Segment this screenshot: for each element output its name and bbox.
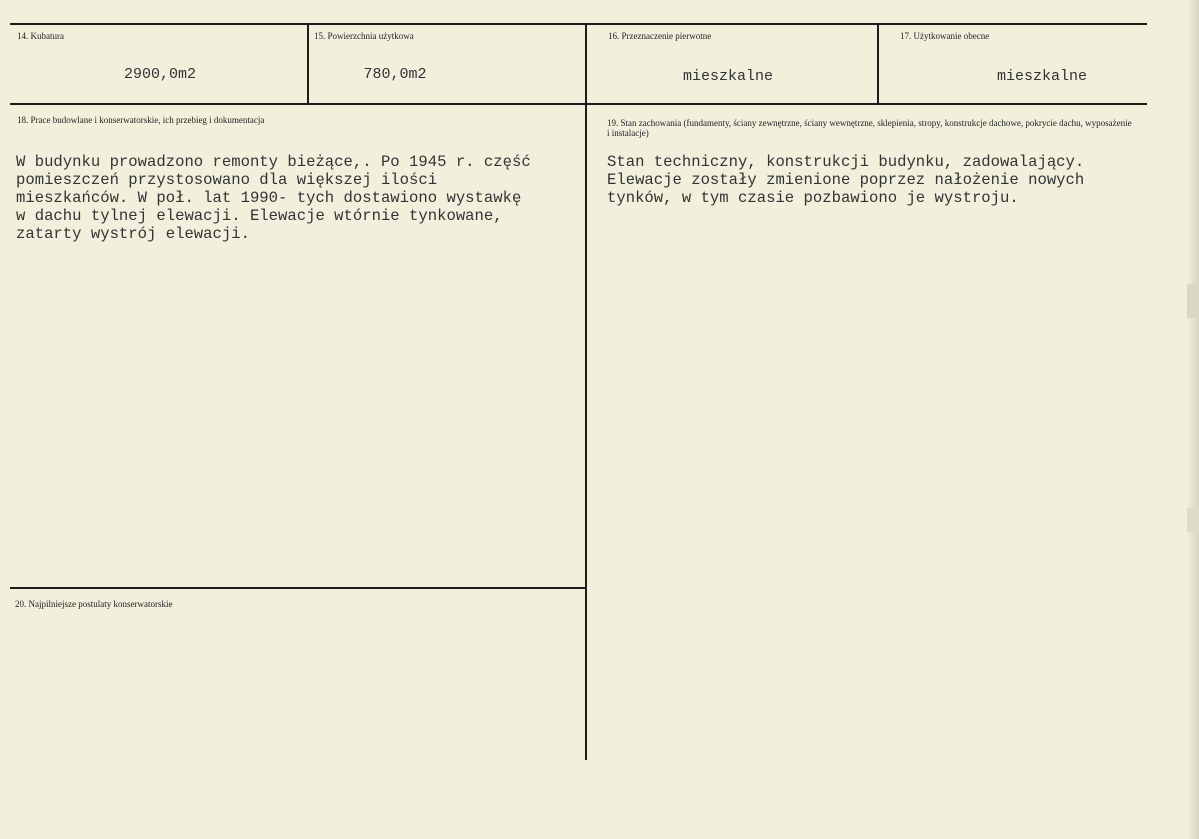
stan-zachowania-text: Stan techniczny, konstrukcji budynku, zadowalający. Elewacje zostały zmienione poprzez nałożenie nowych tynków, w tym czasie pozbawiono je wystroju. (607, 153, 1085, 207)
przeznaczenie-pierwotne-label: 16. Przeznaczenie pierwotne (608, 31, 712, 41)
page-edge-mark-lower (1187, 508, 1199, 532)
powierzchnia-uzytkowa-value: 780,0m2 (363, 66, 427, 83)
kubatura-label: 14. Kubatura (17, 31, 64, 41)
prace-budowlane-text: W budynku prowadzono remonty bieżące,. Po 1945 r. część pomieszczeń przystosowano dla większej ilości mieszkańców. W poł. lat 1990- tych dostawiono wystawkę w dachu tylnej elewacji. Elewacje wtórnie tynkowane, zatarty wystrój elewacji. (16, 153, 531, 243)
kubatura-value: 2900,0m2 (123, 66, 196, 83)
page-edge-mark (1187, 284, 1199, 318)
header-bottom-rule (10, 103, 1147, 105)
uzytkowanie-obecne-label: 17. Użytkowanie obecne (900, 31, 990, 41)
przeznaczenie-pierwotne-value: mieszkalne (682, 68, 773, 85)
postulaty-konserwatorskie-label: 20. Najpilniejsze postulaty konserwatorskie (15, 599, 173, 609)
page-edge-shadow (1187, 0, 1199, 839)
main-vertical-divider (585, 23, 587, 760)
divider-16-17 (877, 23, 879, 104)
stan-zachowania-label: 19. Stan zachowania (fundamenty, ściany zewnętrzne, ściany wewnętrzne, sklepienia, stropy, konstrukcje dachowe, pokrycie dachu, wyposażenie i instalacje) (607, 118, 1132, 138)
uzytkowanie-obecne-value: mieszkalne (996, 68, 1087, 85)
section-18-bottom-rule (10, 587, 586, 589)
prace-budowlane-label: 18. Prace budowlane i konserwatorskie, ich przebieg i dokumentacja (17, 115, 265, 125)
divider-14-15 (307, 23, 309, 104)
powierzchnia-uzytkowa-label: 15. Powierzchnia użytkowa (314, 31, 414, 41)
top-rule (10, 23, 1147, 25)
